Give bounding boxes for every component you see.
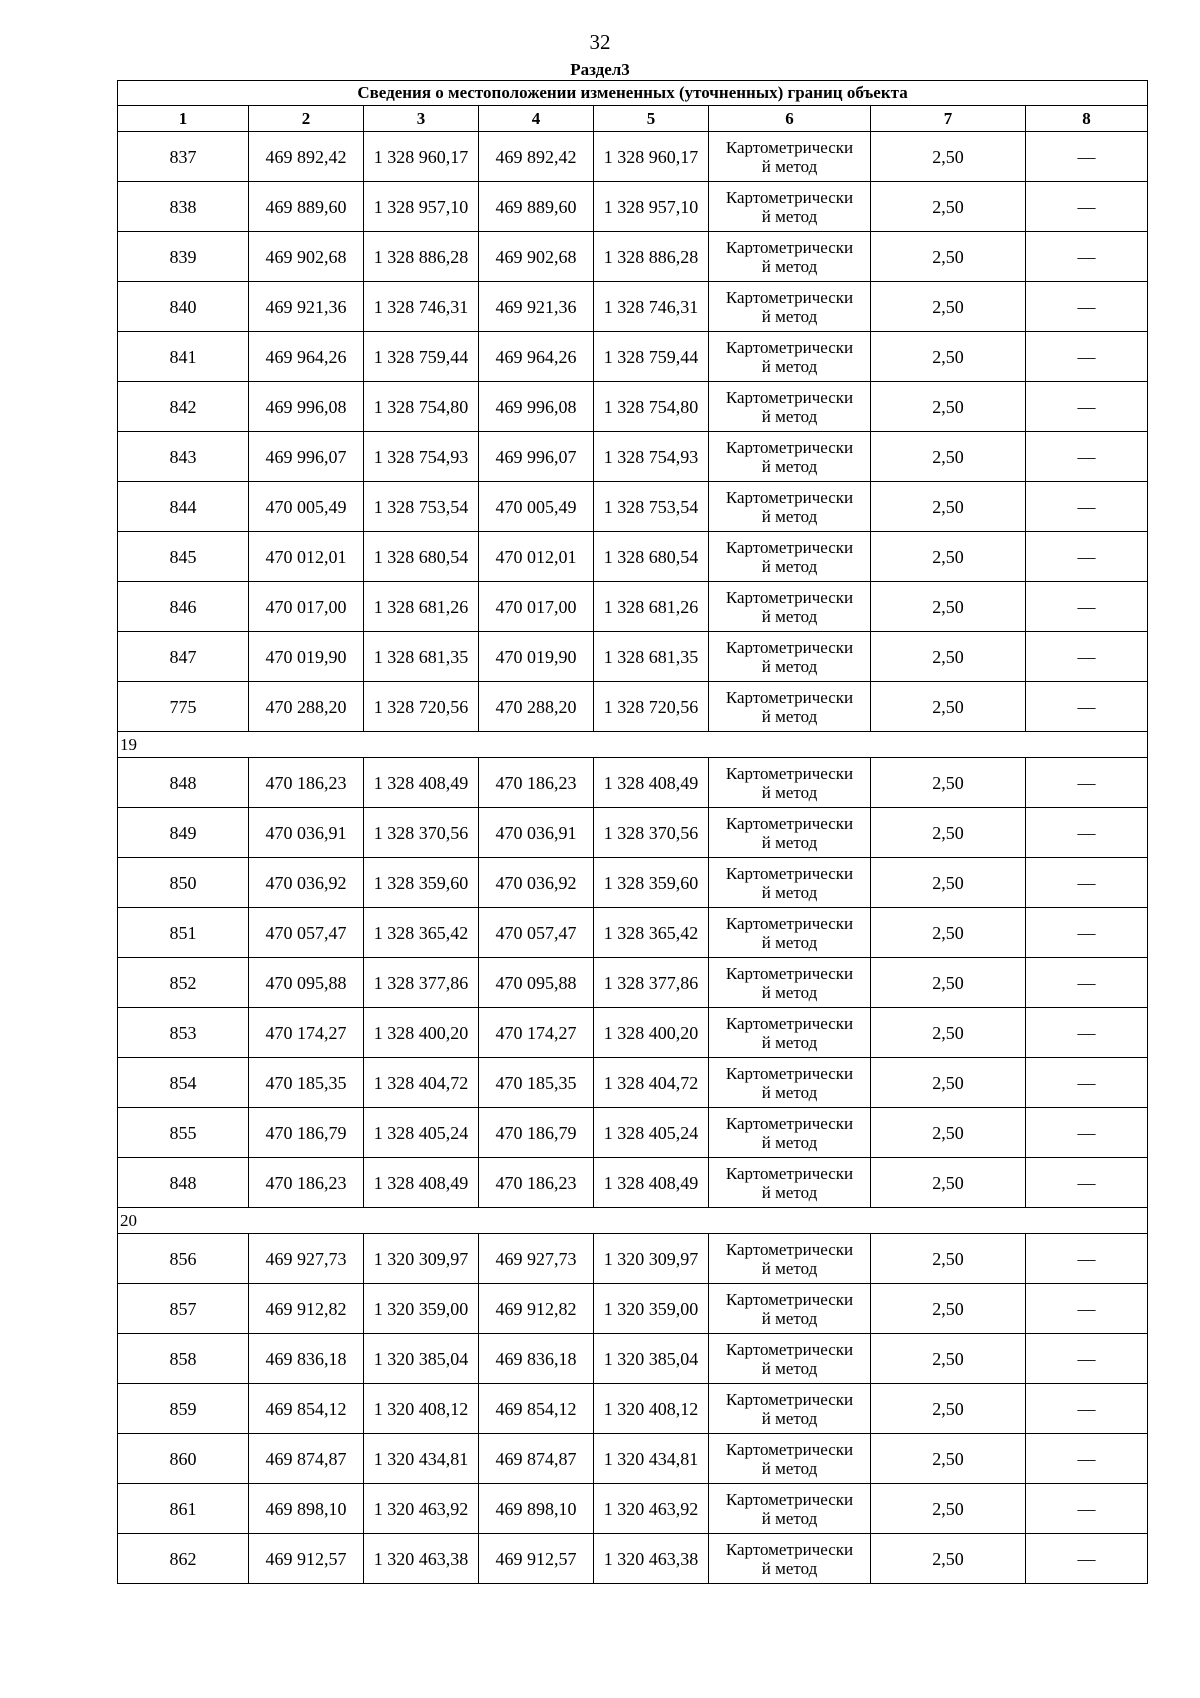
description-cell: — xyxy=(1026,758,1148,808)
accuracy-cell: 2,50 xyxy=(871,1058,1026,1108)
x-old-cell: 469 927,73 xyxy=(249,1234,364,1284)
y-new-cell: 1 320 359,00 xyxy=(594,1284,709,1334)
y-old-cell: 1 328 359,60 xyxy=(364,858,479,908)
x-new-cell: 469 892,42 xyxy=(479,132,594,182)
x-old-cell: 469 996,08 xyxy=(249,382,364,432)
accuracy-cell: 2,50 xyxy=(871,1434,1026,1484)
description-cell: — xyxy=(1026,1058,1148,1108)
x-new-cell: 470 174,27 xyxy=(479,1008,594,1058)
description-cell: — xyxy=(1026,1534,1148,1584)
method-cell: Картометрически й метод xyxy=(709,1158,871,1208)
y-old-cell: 1 328 681,35 xyxy=(364,632,479,682)
accuracy-cell: 2,50 xyxy=(871,1158,1026,1208)
x-new-cell: 470 186,79 xyxy=(479,1108,594,1158)
method-cell: Картометрически й метод xyxy=(709,1434,871,1484)
x-old-cell: 470 186,79 xyxy=(249,1108,364,1158)
y-old-cell: 1 328 681,26 xyxy=(364,582,479,632)
method-cell: Картометрически й метод xyxy=(709,1384,871,1434)
accuracy-cell: 2,50 xyxy=(871,182,1026,232)
point-number-cell: 839 xyxy=(118,232,249,282)
y-old-cell: 1 328 680,54 xyxy=(364,532,479,582)
accuracy-cell: 2,50 xyxy=(871,482,1026,532)
method-cell: Картометрически й метод xyxy=(709,1058,871,1108)
point-number-cell: 842 xyxy=(118,382,249,432)
point-number-cell: 838 xyxy=(118,182,249,232)
x-old-cell: 470 288,20 xyxy=(249,682,364,732)
table-row xyxy=(118,1108,1148,1158)
accuracy-cell: 2,50 xyxy=(871,1334,1026,1384)
x-new-cell: 470 288,20 xyxy=(479,682,594,732)
x-old-cell: 470 185,35 xyxy=(249,1058,364,1108)
table-row xyxy=(118,382,1148,432)
accuracy-cell: 2,50 xyxy=(871,332,1026,382)
y-new-cell: 1 328 680,54 xyxy=(594,532,709,582)
y-old-cell: 1 328 753,54 xyxy=(364,482,479,532)
y-old-cell: 1 328 960,17 xyxy=(364,132,479,182)
boundary-coordinates-table xyxy=(117,80,1148,1584)
x-new-cell: 470 057,47 xyxy=(479,908,594,958)
y-new-cell: 1 328 960,17 xyxy=(594,132,709,182)
method-cell: Картометрически й метод xyxy=(709,1334,871,1384)
description-cell: — xyxy=(1026,332,1148,382)
column-header: 8 xyxy=(1026,106,1148,132)
method-cell: Картометрически й метод xyxy=(709,958,871,1008)
x-old-cell: 469 902,68 xyxy=(249,232,364,282)
y-old-cell: 1 320 309,97 xyxy=(364,1234,479,1284)
table-row xyxy=(118,1284,1148,1334)
description-cell: — xyxy=(1026,958,1148,1008)
y-old-cell: 1 328 720,56 xyxy=(364,682,479,732)
y-new-cell: 1 320 385,04 xyxy=(594,1334,709,1384)
method-cell: Картометрически й метод xyxy=(709,132,871,182)
x-new-cell: 470 185,35 xyxy=(479,1058,594,1108)
accuracy-cell: 2,50 xyxy=(871,1384,1026,1434)
y-new-cell: 1 328 759,44 xyxy=(594,332,709,382)
point-number-cell: 845 xyxy=(118,532,249,582)
method-cell: Картометрически й метод xyxy=(709,858,871,908)
x-old-cell: 469 964,26 xyxy=(249,332,364,382)
column-header: 5 xyxy=(594,106,709,132)
accuracy-cell: 2,50 xyxy=(871,1534,1026,1584)
method-cell: Картометрически й метод xyxy=(709,1234,871,1284)
x-new-cell: 469 996,08 xyxy=(479,382,594,432)
table-row xyxy=(118,858,1148,908)
y-old-cell: 1 328 365,42 xyxy=(364,908,479,958)
method-cell: Картометрически й метод xyxy=(709,758,871,808)
y-new-cell: 1 328 370,56 xyxy=(594,808,709,858)
method-cell: Картометрически й метод xyxy=(709,1284,871,1334)
point-number-cell: 860 xyxy=(118,1434,249,1484)
y-new-cell: 1 328 754,80 xyxy=(594,382,709,432)
y-new-cell: 1 320 463,38 xyxy=(594,1534,709,1584)
point-number-cell: 853 xyxy=(118,1008,249,1058)
x-old-cell: 469 996,07 xyxy=(249,432,364,482)
method-cell: Картометрически й метод xyxy=(709,1008,871,1058)
table-row xyxy=(118,908,1148,958)
point-number-cell: 862 xyxy=(118,1534,249,1584)
y-new-cell: 1 328 753,54 xyxy=(594,482,709,532)
accuracy-cell: 2,50 xyxy=(871,282,1026,332)
y-new-cell: 1 320 463,92 xyxy=(594,1484,709,1534)
y-old-cell: 1 328 408,49 xyxy=(364,758,479,808)
x-new-cell: 470 019,90 xyxy=(479,632,594,682)
accuracy-cell: 2,50 xyxy=(871,958,1026,1008)
method-cell: Картометрически й метод xyxy=(709,632,871,682)
x-old-cell: 470 174,27 xyxy=(249,1008,364,1058)
table-row xyxy=(118,682,1148,732)
accuracy-cell: 2,50 xyxy=(871,532,1026,582)
column-header: 3 xyxy=(364,106,479,132)
table-row xyxy=(118,1234,1148,1284)
x-new-cell: 470 012,01 xyxy=(479,532,594,582)
accuracy-cell: 2,50 xyxy=(871,808,1026,858)
x-new-cell: 469 964,26 xyxy=(479,332,594,382)
x-new-cell: 469 996,07 xyxy=(479,432,594,482)
x-old-cell: 470 186,23 xyxy=(249,758,364,808)
description-cell: — xyxy=(1026,1108,1148,1158)
accuracy-cell: 2,50 xyxy=(871,1108,1026,1158)
y-old-cell: 1 328 746,31 xyxy=(364,282,479,332)
y-old-cell: 1 328 400,20 xyxy=(364,1008,479,1058)
table-row xyxy=(118,758,1148,808)
method-cell: Картометрически й метод xyxy=(709,1484,871,1534)
description-cell: — xyxy=(1026,1158,1148,1208)
y-old-cell: 1 328 370,56 xyxy=(364,808,479,858)
description-cell: — xyxy=(1026,532,1148,582)
description-cell: — xyxy=(1026,432,1148,482)
table-row xyxy=(118,582,1148,632)
x-new-cell: 469 889,60 xyxy=(479,182,594,232)
y-old-cell: 1 320 408,12 xyxy=(364,1384,479,1434)
point-number-cell: 851 xyxy=(118,908,249,958)
method-cell: Картометрически й метод xyxy=(709,182,871,232)
method-cell: Картометрически й метод xyxy=(709,232,871,282)
description-cell: — xyxy=(1026,482,1148,532)
accuracy-cell: 2,50 xyxy=(871,1484,1026,1534)
column-header: 2 xyxy=(249,106,364,132)
description-cell: — xyxy=(1026,1384,1148,1434)
point-number-cell: 859 xyxy=(118,1384,249,1434)
y-new-cell: 1 328 681,35 xyxy=(594,632,709,682)
contour-group-row xyxy=(118,732,1148,758)
x-old-cell: 469 912,82 xyxy=(249,1284,364,1334)
description-cell: — xyxy=(1026,858,1148,908)
y-old-cell: 1 328 377,86 xyxy=(364,958,479,1008)
description-cell: — xyxy=(1026,282,1148,332)
column-header: 4 xyxy=(479,106,594,132)
x-old-cell: 470 057,47 xyxy=(249,908,364,958)
point-number-cell: 843 xyxy=(118,432,249,482)
table-row xyxy=(118,1384,1148,1434)
y-old-cell: 1 328 408,49 xyxy=(364,1158,479,1208)
x-new-cell: 470 095,88 xyxy=(479,958,594,1008)
point-number-cell: 846 xyxy=(118,582,249,632)
point-number-cell: 840 xyxy=(118,282,249,332)
point-number-cell: 837 xyxy=(118,132,249,182)
y-new-cell: 1 328 404,72 xyxy=(594,1058,709,1108)
y-old-cell: 1 328 405,24 xyxy=(364,1108,479,1158)
table-row xyxy=(118,1058,1148,1108)
method-cell: Картометрически й метод xyxy=(709,482,871,532)
x-new-cell: 470 186,23 xyxy=(479,758,594,808)
point-number-cell: 852 xyxy=(118,958,249,1008)
table-row xyxy=(118,1534,1148,1584)
x-new-cell: 470 186,23 xyxy=(479,1158,594,1208)
contour-group-row xyxy=(118,1208,1148,1234)
x-old-cell: 470 005,49 xyxy=(249,482,364,532)
description-cell: — xyxy=(1026,1334,1148,1384)
y-new-cell: 1 328 886,28 xyxy=(594,232,709,282)
x-old-cell: 470 036,91 xyxy=(249,808,364,858)
y-new-cell: 1 328 720,56 xyxy=(594,682,709,732)
point-number-cell: 855 xyxy=(118,1108,249,1158)
x-new-cell: 469 836,18 xyxy=(479,1334,594,1384)
point-number-cell: 841 xyxy=(118,332,249,382)
method-cell: Картометрически й метод xyxy=(709,282,871,332)
method-cell: Картометрически й метод xyxy=(709,1108,871,1158)
x-old-cell: 469 921,36 xyxy=(249,282,364,332)
x-new-cell: 469 898,10 xyxy=(479,1484,594,1534)
table-row xyxy=(118,332,1148,382)
description-cell: — xyxy=(1026,808,1148,858)
table-caption: Сведения о местоположении измененных (уточненных) границ объекта xyxy=(118,81,1148,106)
column-number-row xyxy=(118,106,1148,132)
accuracy-cell: 2,50 xyxy=(871,908,1026,958)
method-cell: Картометрически й метод xyxy=(709,432,871,482)
x-old-cell: 469 836,18 xyxy=(249,1334,364,1384)
y-old-cell: 1 328 404,72 xyxy=(364,1058,479,1108)
table-row xyxy=(118,482,1148,532)
point-number-cell: 849 xyxy=(118,808,249,858)
x-old-cell: 470 186,23 xyxy=(249,1158,364,1208)
y-old-cell: 1 328 957,10 xyxy=(364,182,479,232)
table-row xyxy=(118,132,1148,182)
table-caption-row xyxy=(118,81,1148,106)
table-row xyxy=(118,1434,1148,1484)
y-new-cell: 1 328 408,49 xyxy=(594,1158,709,1208)
point-number-cell: 856 xyxy=(118,1234,249,1284)
x-new-cell: 469 854,12 xyxy=(479,1384,594,1434)
x-new-cell: 470 036,92 xyxy=(479,858,594,908)
method-cell: Картометрически й метод xyxy=(709,582,871,632)
method-cell: Картометрически й метод xyxy=(709,808,871,858)
description-cell: — xyxy=(1026,132,1148,182)
method-cell: Картометрически й метод xyxy=(709,382,871,432)
x-old-cell: 469 898,10 xyxy=(249,1484,364,1534)
accuracy-cell: 2,50 xyxy=(871,382,1026,432)
y-old-cell: 1 320 463,92 xyxy=(364,1484,479,1534)
point-number-cell: 858 xyxy=(118,1334,249,1384)
method-cell: Картометрически й метод xyxy=(709,908,871,958)
y-new-cell: 1 320 408,12 xyxy=(594,1384,709,1434)
point-number-cell: 848 xyxy=(118,758,249,808)
x-old-cell: 470 019,90 xyxy=(249,632,364,682)
table-row xyxy=(118,1008,1148,1058)
description-cell: — xyxy=(1026,1234,1148,1284)
y-new-cell: 1 328 377,86 xyxy=(594,958,709,1008)
x-new-cell: 469 912,57 xyxy=(479,1534,594,1584)
x-new-cell: 469 902,68 xyxy=(479,232,594,282)
x-old-cell: 469 889,60 xyxy=(249,182,364,232)
description-cell: — xyxy=(1026,1434,1148,1484)
x-new-cell: 470 017,00 xyxy=(479,582,594,632)
y-new-cell: 1 328 400,20 xyxy=(594,1008,709,1058)
point-number-cell: 844 xyxy=(118,482,249,532)
table-row xyxy=(118,1158,1148,1208)
table-row xyxy=(118,432,1148,482)
x-new-cell: 469 912,82 xyxy=(479,1284,594,1334)
y-new-cell: 1 328 957,10 xyxy=(594,182,709,232)
method-cell: Картометрически й метод xyxy=(709,1534,871,1584)
description-cell: — xyxy=(1026,908,1148,958)
description-cell: — xyxy=(1026,1484,1148,1534)
y-new-cell: 1 328 405,24 xyxy=(594,1108,709,1158)
x-new-cell: 469 874,87 xyxy=(479,1434,594,1484)
table-row xyxy=(118,958,1148,1008)
point-number-cell: 850 xyxy=(118,858,249,908)
y-old-cell: 1 328 886,28 xyxy=(364,232,479,282)
x-old-cell: 470 036,92 xyxy=(249,858,364,908)
description-cell: — xyxy=(1026,182,1148,232)
accuracy-cell: 2,50 xyxy=(871,682,1026,732)
y-old-cell: 1 328 754,80 xyxy=(364,382,479,432)
y-new-cell: 1 328 681,26 xyxy=(594,582,709,632)
page-number: 32 xyxy=(589,30,611,54)
description-cell: — xyxy=(1026,232,1148,282)
y-old-cell: 1 328 759,44 xyxy=(364,332,479,382)
x-new-cell: 469 927,73 xyxy=(479,1234,594,1284)
table-row xyxy=(118,808,1148,858)
y-new-cell: 1 328 408,49 xyxy=(594,758,709,808)
accuracy-cell: 2,50 xyxy=(871,432,1026,482)
x-new-cell: 470 036,91 xyxy=(479,808,594,858)
y-new-cell: 1 320 309,97 xyxy=(594,1234,709,1284)
accuracy-cell: 2,50 xyxy=(871,858,1026,908)
table-row xyxy=(118,1334,1148,1384)
description-cell: — xyxy=(1026,382,1148,432)
description-cell: — xyxy=(1026,1284,1148,1334)
accuracy-cell: 2,50 xyxy=(871,232,1026,282)
y-old-cell: 1 328 754,93 xyxy=(364,432,479,482)
y-new-cell: 1 328 365,42 xyxy=(594,908,709,958)
x-old-cell: 469 892,42 xyxy=(249,132,364,182)
table-row xyxy=(118,282,1148,332)
section-title: Раздел3 xyxy=(570,60,630,79)
y-old-cell: 1 320 385,04 xyxy=(364,1334,479,1384)
accuracy-cell: 2,50 xyxy=(871,1284,1026,1334)
y-new-cell: 1 328 754,93 xyxy=(594,432,709,482)
description-cell: — xyxy=(1026,1008,1148,1058)
accuracy-cell: 2,50 xyxy=(871,132,1026,182)
accuracy-cell: 2,50 xyxy=(871,582,1026,632)
method-cell: Картометрически й метод xyxy=(709,532,871,582)
y-old-cell: 1 320 463,38 xyxy=(364,1534,479,1584)
table-row xyxy=(118,532,1148,582)
table-row xyxy=(118,1484,1148,1534)
description-cell: — xyxy=(1026,582,1148,632)
method-cell: Картометрически й метод xyxy=(709,682,871,732)
contour-label: 19 xyxy=(118,732,1148,758)
accuracy-cell: 2,50 xyxy=(871,758,1026,808)
table-row xyxy=(118,232,1148,282)
x-old-cell: 470 095,88 xyxy=(249,958,364,1008)
description-cell: — xyxy=(1026,682,1148,732)
point-number-cell: 857 xyxy=(118,1284,249,1334)
y-old-cell: 1 320 434,81 xyxy=(364,1434,479,1484)
contour-label: 20 xyxy=(118,1208,1148,1234)
y-old-cell: 1 320 359,00 xyxy=(364,1284,479,1334)
accuracy-cell: 2,50 xyxy=(871,1234,1026,1284)
y-new-cell: 1 328 746,31 xyxy=(594,282,709,332)
x-new-cell: 470 005,49 xyxy=(479,482,594,532)
column-header: 7 xyxy=(871,106,1026,132)
x-new-cell: 469 921,36 xyxy=(479,282,594,332)
column-header: 1 xyxy=(118,106,249,132)
point-number-cell: 775 xyxy=(118,682,249,732)
description-cell: — xyxy=(1026,632,1148,682)
x-old-cell: 469 874,87 xyxy=(249,1434,364,1484)
method-cell: Картометрически й метод xyxy=(709,332,871,382)
x-old-cell: 470 017,00 xyxy=(249,582,364,632)
y-new-cell: 1 328 359,60 xyxy=(594,858,709,908)
table-row xyxy=(118,182,1148,232)
x-old-cell: 469 854,12 xyxy=(249,1384,364,1434)
x-old-cell: 469 912,57 xyxy=(249,1534,364,1584)
accuracy-cell: 2,50 xyxy=(871,632,1026,682)
column-header: 6 xyxy=(709,106,871,132)
accuracy-cell: 2,50 xyxy=(871,1008,1026,1058)
y-new-cell: 1 320 434,81 xyxy=(594,1434,709,1484)
point-number-cell: 847 xyxy=(118,632,249,682)
table-row xyxy=(118,632,1148,682)
point-number-cell: 848 xyxy=(118,1158,249,1208)
point-number-cell: 854 xyxy=(118,1058,249,1108)
x-old-cell: 470 012,01 xyxy=(249,532,364,582)
point-number-cell: 861 xyxy=(118,1484,249,1534)
